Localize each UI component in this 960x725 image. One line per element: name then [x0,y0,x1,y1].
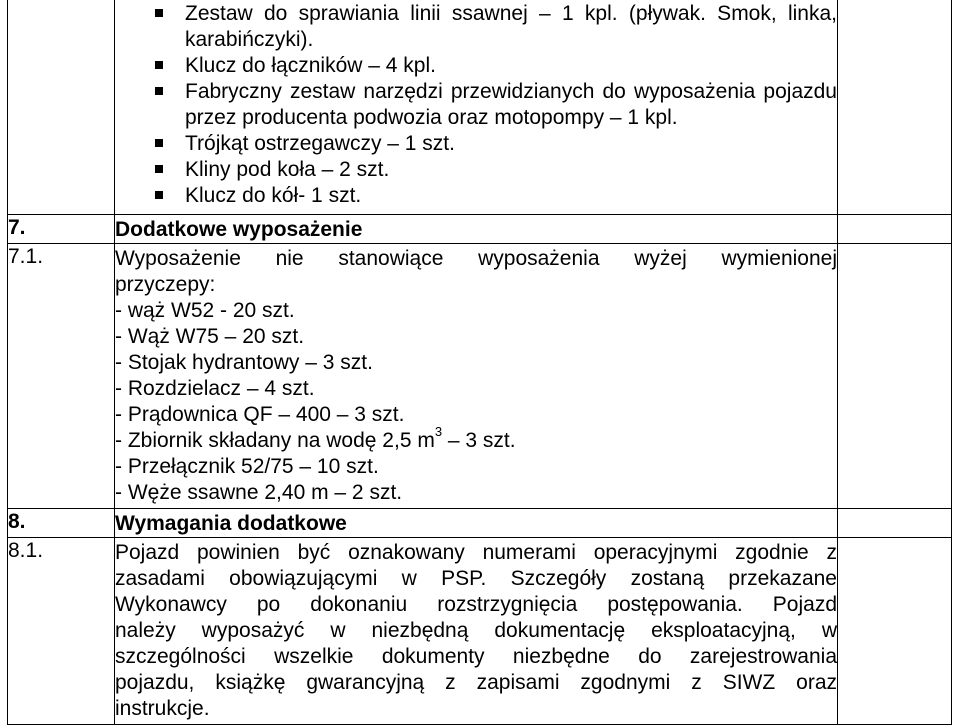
list-item [115,1,837,53]
list-item [115,131,837,157]
list-item [115,79,837,131]
tank-quantity: – 3 szt. [442,429,516,452]
content-cell [115,0,838,215]
content-cell [115,244,838,509]
equipment-list [115,1,837,209]
number-cell [8,0,115,215]
paragraph-line: instrukcje. [115,697,210,720]
list-item-text: Klucz do łączników – 4 kpl. [185,54,436,77]
equipment-line: - wąż W52 - 20 szt. [115,299,295,322]
list-item [115,183,837,209]
paragraph-line: szczególności wszelkie dokumenty niezbędne do zarejestrowania [115,645,837,668]
remarks-cell [838,0,952,215]
paragraph-line: pojazdu, książkę gwarancyjną z zapisami zgodnymi z SIWZ oraz [115,671,837,694]
table-row [8,215,952,244]
paragraph-line: Wykonawcy po dokonaniu rozstrzygnięcia postępowania. Pojazd [115,593,837,616]
remarks-cell [838,244,952,509]
equipment-line: - Stojak hydrantowy – 3 szt. [115,351,373,374]
equipment-line: - Węże ssawne 2,40 m – 2 szt. [115,481,403,504]
paragraph-line: należy wyposażyć w niezbędną dokumentację eksploatacyjną, w [115,619,837,642]
equipment-line: - Prądownica QF – 400 – 3 szt. [115,403,405,426]
square-bullet-icon [155,139,163,147]
square-bullet-icon [155,165,163,173]
tank-unit-exponent: 3 [434,424,443,439]
tank-text: - Zbiornik składany na wodę 2,5 m [115,429,435,452]
section-title: Dodatkowe wyposażenie [115,215,838,244]
list-item-text: Trójkąt ostrzegawczy – 1 szt. [185,132,455,155]
table-row [8,509,952,538]
remarks-cell [838,509,952,538]
square-bullet-icon [155,9,163,17]
item-number: 7.1. [8,244,115,509]
remarks-cell [838,538,952,725]
section-number: 8. [8,509,115,538]
list-item [115,157,837,183]
equipment-line: - Przełącznik 52/75 – 10 szt. [115,455,379,478]
table-row [8,538,952,725]
square-bullet-icon [155,61,163,69]
square-bullet-icon [155,87,163,95]
list-item-text: Klucz do kół- 1 szt. [185,184,362,207]
section-title: Wymagania dodatkowe [115,509,838,538]
item-intro-line: przyczepy: [115,273,216,296]
equipment-line [115,424,837,454]
list-item-text: Kliny pod koła – 2 szt. [185,158,390,181]
paragraph-line: zasadami obowiązującymi w PSP. Szczegóły zostaną przekazane [115,567,837,590]
item-intro-line: Wyposażenie nie stanowiące wyposażenia wyżej wymienionej [115,247,837,270]
content-cell [115,538,838,725]
table-row [8,244,952,509]
remarks-cell [838,215,952,244]
list-item-text: Zestaw do sprawiania linii ssawnej – 1 kpl. (pływak. Smok, linka, karabińczyki). [185,2,837,51]
equipment-line: - Wąż W75 – 20 szt. [115,325,305,348]
section-number: 7. [8,215,115,244]
item-number: 8.1. [8,538,115,725]
list-item [115,53,837,79]
square-bullet-icon [155,191,163,199]
table-row [8,0,952,215]
paragraph-line: Pojazd powinien być oznakowany numerami operacyjnymi zgodnie z [115,541,837,564]
equipment-line: - Rozdzielacz – 4 szt. [115,377,315,400]
list-item-text: Fabryczny zestaw narzędzi przewidzianych do wyposażenia pojazdu przez producenta podwozia oraz motopompy – 1 kpl. [185,80,837,129]
specification-table [7,0,952,725]
